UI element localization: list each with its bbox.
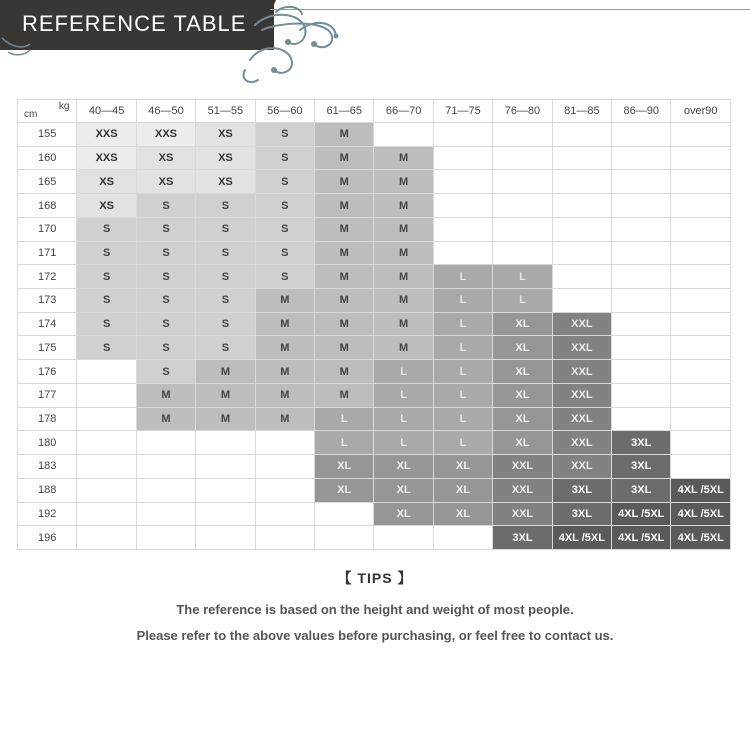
size-cell: XXL <box>552 407 611 431</box>
height-row-header: 177 <box>18 383 77 407</box>
size-cell: S <box>136 217 195 241</box>
size-cell <box>433 194 492 218</box>
size-cell <box>196 478 255 502</box>
size-cell: L <box>433 360 492 384</box>
size-cell: M <box>255 312 314 336</box>
size-cell <box>136 431 195 455</box>
size-cell: M <box>196 383 255 407</box>
weight-column-header: 86—90 <box>612 100 671 123</box>
size-cell <box>552 146 611 170</box>
weight-unit-label: kg <box>58 101 70 112</box>
size-cell: XL <box>493 407 552 431</box>
size-cell: XXL <box>552 360 611 384</box>
size-cell: M <box>374 170 433 194</box>
size-cell: 4XL /5XL <box>671 502 731 526</box>
size-cell <box>612 265 671 289</box>
size-cell: S <box>255 217 314 241</box>
size-cell: XXL <box>493 502 552 526</box>
size-cell <box>671 455 731 479</box>
size-cell: M <box>315 146 374 170</box>
size-cell: XXS <box>77 146 136 170</box>
size-cell: M <box>315 312 374 336</box>
size-cell <box>196 431 255 455</box>
size-cell: 4XL /5XL <box>671 478 731 502</box>
size-cell: L <box>433 336 492 360</box>
size-table-body <box>18 123 731 550</box>
table-row <box>18 123 731 147</box>
size-cell <box>671 194 731 218</box>
size-cell <box>612 194 671 218</box>
size-cell <box>433 217 492 241</box>
size-cell <box>77 360 136 384</box>
size-cell: M <box>374 336 433 360</box>
height-row-header: 171 <box>18 241 77 265</box>
size-cell <box>315 502 374 526</box>
size-cell <box>493 170 552 194</box>
weight-column-header: 76—80 <box>493 100 552 123</box>
size-cell <box>671 431 731 455</box>
size-cell <box>77 502 136 526</box>
size-cell: XL <box>374 478 433 502</box>
size-cell: L <box>433 383 492 407</box>
size-cell: M <box>315 289 374 313</box>
table-row <box>18 265 731 289</box>
height-row-header: 178 <box>18 407 77 431</box>
size-cell <box>255 455 314 479</box>
size-cell: XXL <box>552 431 611 455</box>
size-cell <box>433 146 492 170</box>
table-row <box>18 146 731 170</box>
size-cell <box>493 123 552 147</box>
size-cell: M <box>315 123 374 147</box>
size-cell: XL <box>374 502 433 526</box>
height-row-header: 183 <box>18 455 77 479</box>
size-cell: S <box>196 217 255 241</box>
size-cell <box>196 526 255 550</box>
size-cell: 4XL /5XL <box>552 526 611 550</box>
size-cell: M <box>315 265 374 289</box>
height-row-header: 165 <box>18 170 77 194</box>
weight-column-header: 51—55 <box>196 100 255 123</box>
size-cell <box>612 407 671 431</box>
size-cell: M <box>374 312 433 336</box>
size-cell: M <box>255 336 314 360</box>
size-cell: XXL <box>552 336 611 360</box>
size-cell <box>552 194 611 218</box>
page-title: REFERENCE TABLE <box>22 11 247 36</box>
size-cell: M <box>315 360 374 384</box>
size-cell <box>136 478 195 502</box>
size-cell <box>671 217 731 241</box>
size-cell <box>493 241 552 265</box>
size-cell <box>612 312 671 336</box>
size-cell <box>552 123 611 147</box>
table-row <box>18 336 731 360</box>
height-row-header: 173 <box>18 289 77 313</box>
height-row-header: 160 <box>18 146 77 170</box>
size-cell: M <box>196 407 255 431</box>
height-row-header: 170 <box>18 217 77 241</box>
size-cell <box>612 217 671 241</box>
tips-heading: 【 TIPS 】 <box>337 570 413 586</box>
table-row <box>18 431 731 455</box>
size-cell <box>136 526 195 550</box>
size-cell: XL <box>433 455 492 479</box>
size-cell: S <box>77 217 136 241</box>
size-cell: S <box>136 265 195 289</box>
size-cell <box>493 194 552 218</box>
size-cell: S <box>196 289 255 313</box>
size-cell: S <box>77 241 136 265</box>
size-cell <box>671 289 731 313</box>
size-cell: L <box>374 407 433 431</box>
size-cell <box>433 241 492 265</box>
size-cell: 3XL <box>552 502 611 526</box>
size-cell <box>374 526 433 550</box>
height-row-header: 192 <box>18 502 77 526</box>
size-cell <box>552 170 611 194</box>
size-cell: L <box>493 289 552 313</box>
weight-column-header: 61—65 <box>315 100 374 123</box>
table-row <box>18 170 731 194</box>
size-cell: S <box>196 194 255 218</box>
size-cell: S <box>136 312 195 336</box>
size-cell: XL <box>315 478 374 502</box>
size-cell: M <box>374 241 433 265</box>
size-cell: S <box>136 360 195 384</box>
size-cell <box>552 289 611 313</box>
size-cell <box>433 526 492 550</box>
size-cell <box>255 502 314 526</box>
size-cell: XL <box>493 312 552 336</box>
size-cell <box>77 455 136 479</box>
size-cell <box>255 526 314 550</box>
size-cell: XL <box>433 478 492 502</box>
size-cell: XL <box>493 383 552 407</box>
size-cell: XXL <box>552 383 611 407</box>
size-cell: M <box>374 217 433 241</box>
size-cell <box>315 526 374 550</box>
size-cell: S <box>136 289 195 313</box>
size-cell: XS <box>196 123 255 147</box>
size-cell: M <box>255 360 314 384</box>
size-cell <box>196 502 255 526</box>
height-row-header: 168 <box>18 194 77 218</box>
weight-header-row <box>18 100 731 123</box>
size-cell: S <box>136 241 195 265</box>
size-cell: XL <box>493 336 552 360</box>
size-cell: 3XL <box>612 431 671 455</box>
size-cell <box>671 170 731 194</box>
size-cell: S <box>255 170 314 194</box>
size-cell: S <box>77 312 136 336</box>
size-cell: M <box>136 407 195 431</box>
size-cell: M <box>315 241 374 265</box>
size-cell: M <box>136 383 195 407</box>
height-row-header: 176 <box>18 360 77 384</box>
size-cell: S <box>196 336 255 360</box>
size-cell: XS <box>77 194 136 218</box>
size-cell: S <box>136 336 195 360</box>
height-row-header: 175 <box>18 336 77 360</box>
table-corner-cell <box>18 100 77 123</box>
size-cell: L <box>493 265 552 289</box>
table-row <box>18 312 731 336</box>
size-cell: XXL <box>552 312 611 336</box>
size-cell: XXS <box>77 123 136 147</box>
table-row <box>18 455 731 479</box>
size-cell: S <box>196 241 255 265</box>
size-cell: XL <box>493 360 552 384</box>
size-cell <box>671 360 731 384</box>
size-cell <box>77 478 136 502</box>
size-cell <box>552 265 611 289</box>
size-cell: XXS <box>136 123 195 147</box>
size-cell: XXL <box>552 455 611 479</box>
size-cell: M <box>315 217 374 241</box>
table-row <box>18 360 731 384</box>
size-cell: M <box>315 336 374 360</box>
size-cell <box>612 383 671 407</box>
size-cell: S <box>255 146 314 170</box>
size-cell <box>671 336 731 360</box>
size-cell: L <box>315 407 374 431</box>
size-cell <box>77 383 136 407</box>
size-cell: 4XL /5XL <box>612 526 671 550</box>
size-cell <box>671 312 731 336</box>
size-cell: XL <box>493 431 552 455</box>
size-cell: S <box>255 241 314 265</box>
table-row <box>18 478 731 502</box>
size-cell: 3XL <box>612 478 671 502</box>
weight-column-header: over90 <box>671 100 731 123</box>
weight-column-header: 81—85 <box>552 100 611 123</box>
tips-text-line-2: Please refer to the above values before purchasing, or feel free to contact us. <box>136 628 614 643</box>
size-cell: XL <box>433 502 492 526</box>
size-cell <box>612 123 671 147</box>
height-row-header: 174 <box>18 312 77 336</box>
size-cell: M <box>374 289 433 313</box>
size-cell <box>493 146 552 170</box>
size-cell: L <box>433 289 492 313</box>
size-cell: L <box>433 407 492 431</box>
size-cell: M <box>374 146 433 170</box>
height-row-header: 188 <box>18 478 77 502</box>
size-cell: S <box>196 265 255 289</box>
size-cell <box>433 170 492 194</box>
table-row <box>18 502 731 526</box>
size-cell: S <box>77 289 136 313</box>
size-cell <box>255 431 314 455</box>
size-cell: XS <box>136 146 195 170</box>
size-cell: S <box>196 312 255 336</box>
table-row <box>18 217 731 241</box>
height-unit-label: cm <box>24 109 38 120</box>
size-cell <box>671 383 731 407</box>
size-cell: M <box>255 407 314 431</box>
weight-column-header: 66—70 <box>374 100 433 123</box>
size-cell: XS <box>77 170 136 194</box>
size-cell: XS <box>136 170 195 194</box>
size-cell <box>255 478 314 502</box>
floral-swirl-ornament <box>0 0 360 90</box>
size-cell <box>136 502 195 526</box>
size-cell: L <box>433 265 492 289</box>
size-cell: L <box>433 431 492 455</box>
size-cell <box>612 146 671 170</box>
size-cell: M <box>255 289 314 313</box>
size-reference-table <box>17 99 731 550</box>
size-cell <box>671 146 731 170</box>
size-cell: M <box>255 383 314 407</box>
size-cell: L <box>315 431 374 455</box>
size-cell: S <box>255 123 314 147</box>
table-row <box>18 383 731 407</box>
size-cell: S <box>77 336 136 360</box>
size-cell: M <box>315 170 374 194</box>
size-cell <box>671 241 731 265</box>
size-cell <box>196 455 255 479</box>
size-cell: M <box>196 360 255 384</box>
size-cell <box>612 336 671 360</box>
size-cell: M <box>315 194 374 218</box>
size-cell <box>77 431 136 455</box>
size-cell: 3XL <box>493 526 552 550</box>
weight-column-header: 46—50 <box>136 100 195 123</box>
size-cell <box>612 241 671 265</box>
size-cell: M <box>374 194 433 218</box>
size-cell <box>77 526 136 550</box>
size-cell: M <box>315 383 374 407</box>
size-cell <box>612 170 671 194</box>
size-cell: M <box>374 265 433 289</box>
size-cell: S <box>136 194 195 218</box>
table-row <box>18 407 731 431</box>
size-cell: S <box>77 265 136 289</box>
size-cell <box>77 407 136 431</box>
size-cell: XS <box>196 170 255 194</box>
size-cell <box>493 217 552 241</box>
size-cell: 4XL /5XL <box>612 502 671 526</box>
weight-column-header: 40—45 <box>77 100 136 123</box>
size-cell: L <box>433 312 492 336</box>
size-cell <box>671 123 731 147</box>
height-row-header: 155 <box>18 123 77 147</box>
weight-column-header: 56—60 <box>255 100 314 123</box>
size-cell <box>136 455 195 479</box>
table-row <box>18 194 731 218</box>
height-row-header: 180 <box>18 431 77 455</box>
height-row-header: 196 <box>18 526 77 550</box>
size-cell: XL <box>315 455 374 479</box>
size-cell: XXL <box>493 455 552 479</box>
size-cell: L <box>374 383 433 407</box>
size-cell: 3XL <box>612 455 671 479</box>
table-row <box>18 526 731 550</box>
table-row <box>18 241 731 265</box>
size-cell <box>433 123 492 147</box>
size-cell: S <box>255 194 314 218</box>
size-cell: 3XL <box>552 478 611 502</box>
weight-column-header: 71—75 <box>433 100 492 123</box>
size-cell: XXL <box>493 478 552 502</box>
table-row <box>18 289 731 313</box>
height-row-header: 172 <box>18 265 77 289</box>
size-cell <box>612 360 671 384</box>
size-cell <box>671 265 731 289</box>
size-cell <box>552 217 611 241</box>
size-cell <box>671 407 731 431</box>
size-cell: L <box>374 431 433 455</box>
size-cell: XS <box>196 146 255 170</box>
size-cell: S <box>255 265 314 289</box>
size-cell: XL <box>374 455 433 479</box>
size-cell <box>374 123 433 147</box>
size-cell <box>612 289 671 313</box>
size-cell <box>552 241 611 265</box>
size-cell: L <box>374 360 433 384</box>
tips-text-line-1: The reference is based on the height and weight of most people. <box>176 602 574 617</box>
size-cell: 4XL /5XL <box>671 526 731 550</box>
